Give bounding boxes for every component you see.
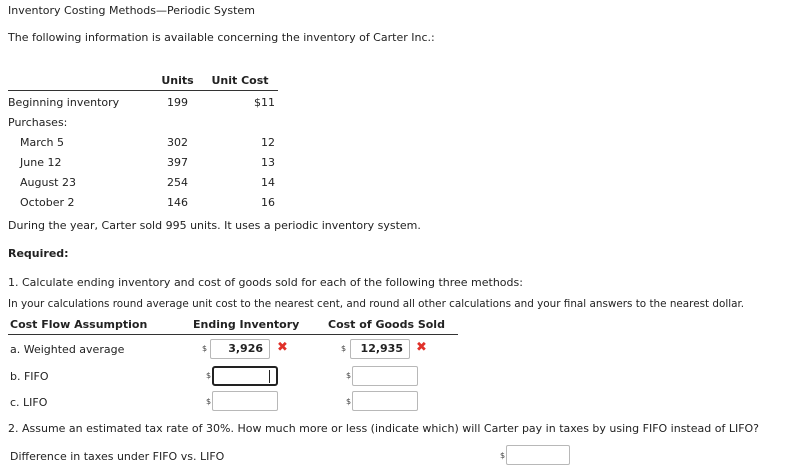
col-header-ending-inventory: Ending Inventory [193,318,300,331]
difference-label: Difference in taxes under FIFO vs. LIFO [10,450,225,463]
ending-inventory-lifo-input[interactable] [212,391,278,411]
col-header-cost-flow: Cost Flow Assumption [10,318,148,331]
row-unit-cost: 12 [261,136,275,149]
cogs-lifo-input[interactable] [352,391,418,411]
col-header-units: Units [161,74,194,87]
question-2: 2. Assume an estimated tax rate of 30%. How much more or less (indicate which) will Carter pay in taxes by using FIFO instead of LIFO? [8,422,760,435]
currency-symbol: $ [346,397,352,406]
sold-text: During the year, Carter sold 995 units. It uses a periodic inventory system. [8,219,421,232]
row-units: 199 [167,96,188,109]
row-unit-cost: 16 [261,196,275,209]
currency-symbol: $ [206,371,212,380]
ending-inventory-weighted-average-input[interactable]: 3,926 [210,339,270,359]
row-label: b. FIFO [10,370,49,383]
tax-difference-input[interactable] [506,445,570,465]
col-header-unit-cost: Unit Cost [211,74,269,87]
incorrect-icon: ✖ [277,340,288,355]
rounding-instructions: In your calculations round average unit cost to the nearest cent, and round all other calculations and your final answers to the nearest dollar. [8,298,745,310]
row-unit-cost: 14 [261,176,275,189]
row-unit-cost: $11 [254,96,275,109]
row-units: 146 [167,196,188,209]
col-header-cogs: Cost of Goods Sold [328,318,445,331]
row-label: Beginning inventory [8,96,120,109]
purchases-label: Purchases: [8,116,68,129]
row-units: 397 [167,156,188,169]
row-label: March 5 [20,136,65,149]
row-label: October 2 [20,196,75,209]
cogs-fifo-input[interactable] [352,366,418,386]
row-units: 254 [167,176,188,189]
row-label: August 23 [20,176,76,189]
incorrect-icon: ✖ [416,340,427,355]
required-heading: Required: [8,247,69,260]
table-header-divider [8,90,278,91]
currency-symbol: $ [500,451,506,460]
row-units: 302 [167,136,188,149]
page-title: Inventory Costing Methods—Periodic System [8,4,255,17]
row-label: a. Weighted average [10,343,125,356]
cogs-weighted-average-input[interactable]: 12,935 [350,339,410,359]
currency-symbol: $ [202,344,208,353]
currency-symbol: $ [346,371,352,380]
ending-inventory-fifo-input[interactable] [212,366,278,386]
currency-symbol: $ [341,344,347,353]
intro-text: The following information is available concerning the inventory of Carter Inc.: [8,31,435,44]
question-1: 1. Calculate ending inventory and cost of goods sold for each of the following three methods: [8,276,523,289]
row-label: c. LIFO [10,396,48,409]
currency-symbol: $ [206,397,212,406]
row-label: June 12 [20,156,62,169]
answer-header-divider [8,334,458,335]
row-unit-cost: 13 [261,156,275,169]
